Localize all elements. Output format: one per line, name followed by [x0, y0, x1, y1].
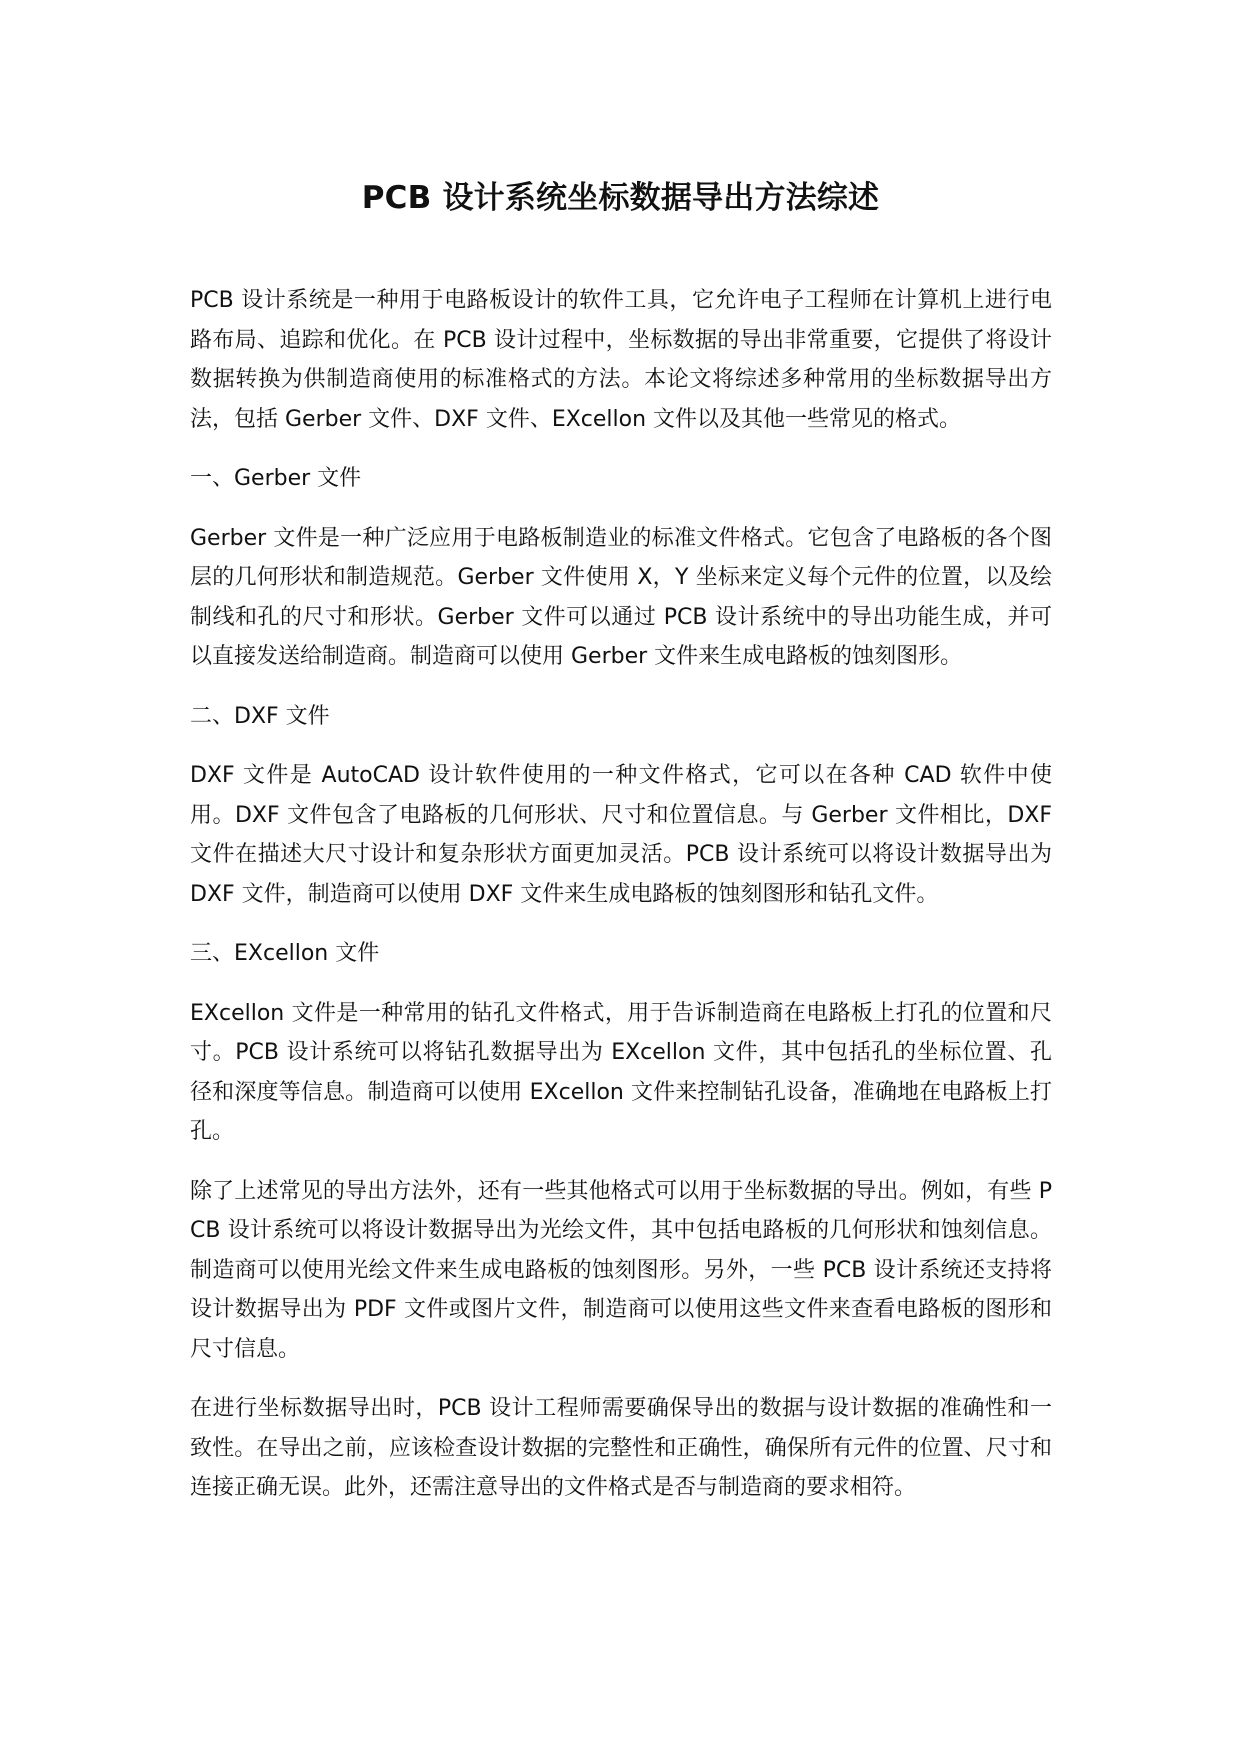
section-body-dxf: DXF 文件是 AutoCAD 设计软件使用的一种文件格式，它可以在各种 CAD 软件中使用。DXF 文件包含了电路板的几何形状、尺寸和位置信息。与 Gerber 文件相比，DXF 文件在描述大尺寸设计和复杂形状方面更加灵活。PCB 设计系统可以将设计数据导出为 DXF 文件，制造商可以使用 DXF 文件来生成电路板的蚀刻图形和钻孔文件。 — [190, 763, 1052, 907]
section-body-gerber: Gerber 文件是一种广泛应用于电路板制造业的标准文件格式。它包含了电路板的各个图层的几何形状和制造规范。Gerber 文件使用 X，Y 坐标来定义每个元件的位置，以及绘制线和孔的尺寸和形状。Gerber 文件可以通过 PCB 设计系统中的导出功能生成，并可以直接发送给制造商。制造商可以使用 Gerber 文件来生成电路板的蚀刻图形。 — [190, 525, 1052, 669]
other-formats-paragraph: 除了上述常见的导出方法外，还有一些其他格式可以用于坐标数据的导出。例如，有些 PCB 设计系统可以将设计数据导出为光绘文件，其中包括电路板的几何形状和蚀刻信息。制造商可以使用光绘文件来生成电路板的蚀刻图形。另外，一些 PCB 设计系统还支持将设计数据导出为 PDF 文件或图片文件，制造商可以使用这些文件来查看电路板的图形和尺寸信息。 — [190, 1178, 1052, 1362]
section-heading-gerber: 一、Gerber 文件 — [190, 466, 362, 491]
document-body — [190, 281, 1052, 1528]
conclusion-paragraph: 在进行坐标数据导出时，PCB 设计工程师需要确保导出的数据与设计数据的准确性和一致性。在导出之前，应该检查设计数据的完整性和正确性，确保所有元件的位置、尺寸和连接正确无误。此外，还需注意导出的文件格式是否与制造商的要求相符。 — [190, 1396, 1052, 1500]
page-title: PCB 设计系统坐标数据导出方法综述 — [361, 180, 880, 216]
section-heading-excellon: 三、EXcellon 文件 — [190, 941, 380, 966]
section-heading-dxf: 二、DXF 文件 — [190, 703, 330, 729]
section-body-excellon: EXcellon 文件是一种常用的钻孔文件格式，用于告诉制造商在电路板上打孔的位置和尺寸。PCB 设计系统可以将钻孔数据导出为 EXcellon 文件，其中包括孔的坐标位置、孔径和深度等信息。制造商可以使用 EXcellon 文件来控制钻孔设备，准确地在电路板上打孔。 — [190, 1000, 1052, 1144]
intro-paragraph: PCB 设计系统是一种用于电路板设计的软件工具，它允许电子工程师在计算机上进行电路布局、追踪和优化。在 PCB 设计过程中，坐标数据的导出非常重要，它提供了将设计数据转换为供制造商使用的标准格式的方法。本论文将综述多种常用的坐标数据导出方法，包括 Gerber 文件、DXF 文件、EXcellon 文件以及其他一些常见的格式。 — [190, 288, 1052, 432]
